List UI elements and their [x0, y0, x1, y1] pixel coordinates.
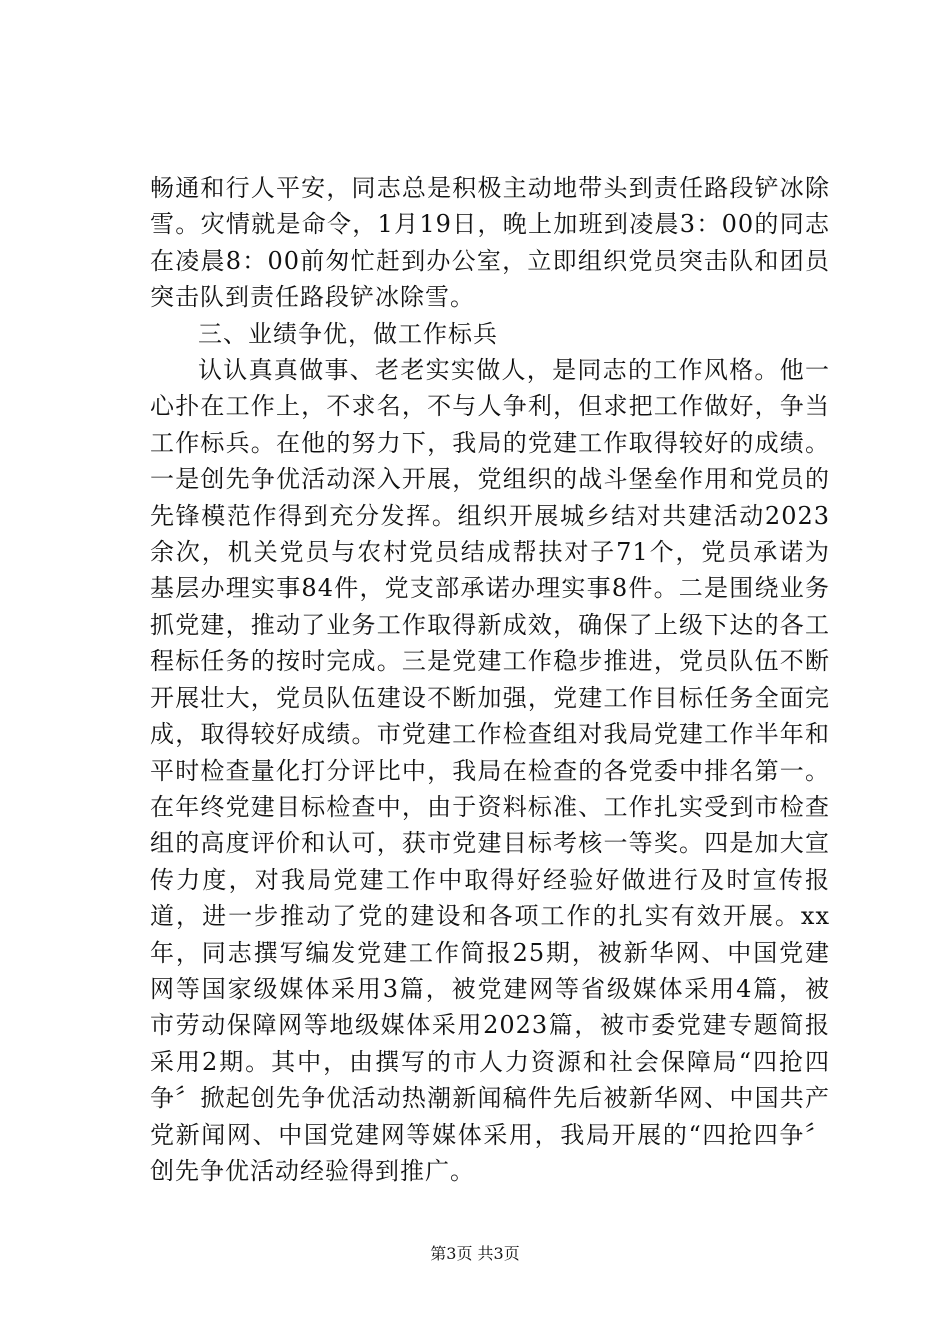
- paragraph-main: 认认真真做事、老老实实做人，是同志的工作风格。他一心扑在工作上，不求名，不与人争利，但求把工作做好，争当工作标兵。在他的努力下，我局的党建工作取得较好的成绩。一是创先争优活动深入开展，党组织的战斗堡垒作用和党员的先锋模范作得到充分发挥。组织开展城乡结对共建活动2023余次，机关党员与农村党员结成帮扶对子71个，党员承诺为基层办理实事84件，党支部承诺办理实事8件。二是围绕业务抓党建，推动了业务工作取得新成效，确保了上级下达的各工程标任务的按时完成。三是党建工作稳步推进，党员队伍不断开展壮大，党员队伍建设不断加强，党建工作目标任务全面完成，取得较好成绩。市党建工作检查组对我局党建工作半年和平时检查量化打分评比中，我局在检查的各党委中排名第一。在年终党建目标检查中，由于资料标准、工作扎实受到市检查组的高度评价和认可，获市党建目标考核一等奖。四是加大宣传力度，对我局党建工作中取得好经验好做进行及时宣传报道，进一步推动了党的建设和各项工作的扎实有效开展。xx年，同志撰写编发党建工作简报25期，被新华网、中国党建网等国家级媒体采用3篇，被党建网等省级媒体采用4篇，被市劳动保障网等地级媒体采用2023篇，被市委党建专题简报采用2期。其中，由撰写的市人力资源和社会保障局“四抢四争〞掀起创先争优活动热潮新闻稿件先后被新华网、中国共产党新闻网、中国党建网等媒体采用，我局开展的“四抢四争〞创先争优活动经验得到推广。: [150, 356, 830, 1185]
- paragraph-continuation: 畅通和行人平安，同志总是积极主动地带头到责任路段铲冰除雪。灾情就是命令，1月19日，晚上加班到凌晨3：00的同志在凌晨8：00前匆忙赶到办公室，立即组织党员突击队和团员突击队到责任路段铲冰除雪。: [150, 174, 830, 312]
- section-heading: 三、业绩争优，做工作标兵: [198, 319, 498, 348]
- page-number-label: 第3页 共3页: [430, 1244, 520, 1263]
- document-body: [150, 170, 830, 1189]
- page-footer: [0, 1244, 950, 1264]
